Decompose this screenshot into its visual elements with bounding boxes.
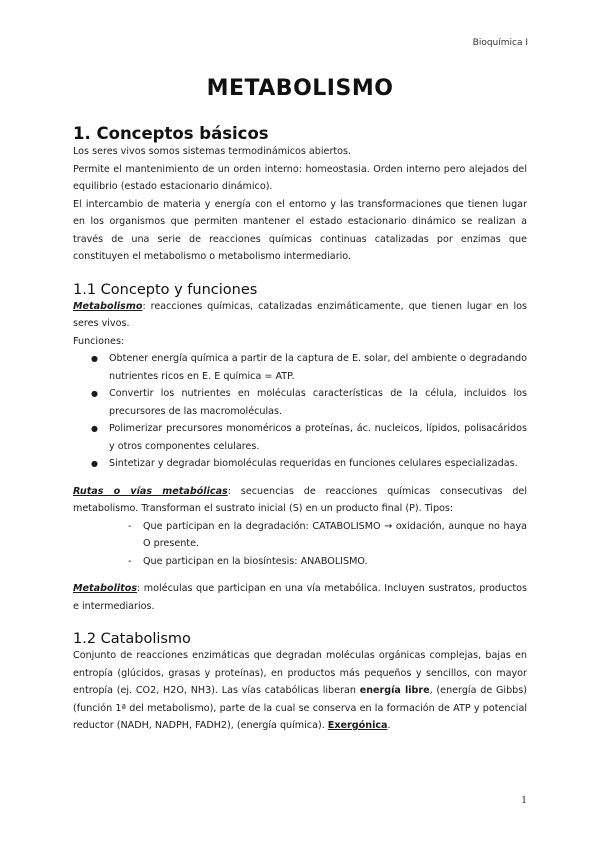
list-item: ● Obtener energía química a partir de la captura de E. solar, del ambiente o degradando nutrientes ricos en E. E química = ATP. bbox=[109, 350, 527, 385]
definition-rutas: Rutas o vías metabólicas: secuencias de reacciones químicas consecutivas del metabolismo. Transforman el sustrato inicial (S) en un producto final (P). Tipos: bbox=[73, 485, 527, 514]
list-item: - Que participan en la degradación: CATABOLISMO → oxidación, aunque no haya O presente. bbox=[143, 518, 527, 553]
functions-label: Funciones: bbox=[73, 335, 125, 347]
page-title: METABOLISMO bbox=[206, 76, 394, 101]
paragraph: Los seres vivos somos sistemas termodinámicos abiertos. bbox=[73, 146, 352, 157]
document-body bbox=[73, 124, 527, 735]
section-heading-1-2: 1.2 Catabolismo bbox=[73, 631, 191, 647]
catabolismo-paragraph: Conjunto de reacciones enzimáticas que degradan moléculas orgánicas complejas, bajas en entropía (glúcidos, grasas y proteínas), en productos más pequeños y sencillos, con mayor entropía (ej. CO2, H2O, NH3). Las vías catabólicas liberan energía libre, (energía de Gibbs) (función 1ª del metabolismo), parte de la cual se conserva en la formación de ATP y potencial reductor (NADH, NADPH, FADH2), (energía química). Exergónica. bbox=[73, 650, 527, 731]
term-metabolitos: Metabolitos bbox=[73, 583, 138, 594]
tipos-list bbox=[73, 518, 527, 571]
list-item: - Que participan en la biosíntesis: ANABOLISMO. bbox=[143, 553, 527, 571]
paragraph: Permite el mantenimiento de un orden interno: homeostasia. Orden interno pero alejados del equilibrio (estado estacionario dinámico). bbox=[73, 163, 527, 192]
term-exergonica: Exergónica bbox=[327, 720, 388, 731]
paragraph: El intercambio de materia y energía con el entorno y las transformaciones que tienen lugar en los organismos que permiten mantener el estado estacionario dinámico se realizan a través de una serie de reacciones químicas continuas catalizadas por enzimas que constituyen el metabolismo o metabolismo intermediario. bbox=[73, 198, 527, 262]
definition-metabolitos: Metabolitos: moléculas que participan en una vía metabólica. Incluyen sustratos, productos e intermediarios. bbox=[73, 583, 527, 612]
running-header: Bioquímica I bbox=[472, 38, 528, 48]
list-item: ● Polimerizar precursores monoméricos a proteínas, ác. nucleicos, lípidos, polisacáridos y otros componentes celulares. bbox=[109, 420, 527, 455]
section-heading-1: 1. Conceptos básicos bbox=[73, 124, 269, 143]
functions-list bbox=[73, 350, 527, 473]
term-metabolismo: Metabolismo bbox=[73, 300, 143, 312]
term-energia-libre: energía libre bbox=[359, 685, 430, 696]
section-heading-1-1: 1.1 Concepto y funciones bbox=[73, 281, 258, 298]
definition-metabolismo: Metabolismo: reacciones químicas, catalizadas enzimáticamente, que tienen lugar en los seres vivos. bbox=[73, 300, 527, 329]
list-item: ● Convertir los nutrientes en moléculas características de la célula, incluidos los precursores de las macromoléculas. bbox=[109, 385, 527, 420]
list-item: ● Sintetizar y degradar biomoléculas requeridas en funciones celulares especializadas. bbox=[109, 455, 527, 473]
term-rutas: Rutas o vías metabólicas bbox=[73, 485, 228, 497]
page-number: 1 bbox=[521, 796, 527, 806]
